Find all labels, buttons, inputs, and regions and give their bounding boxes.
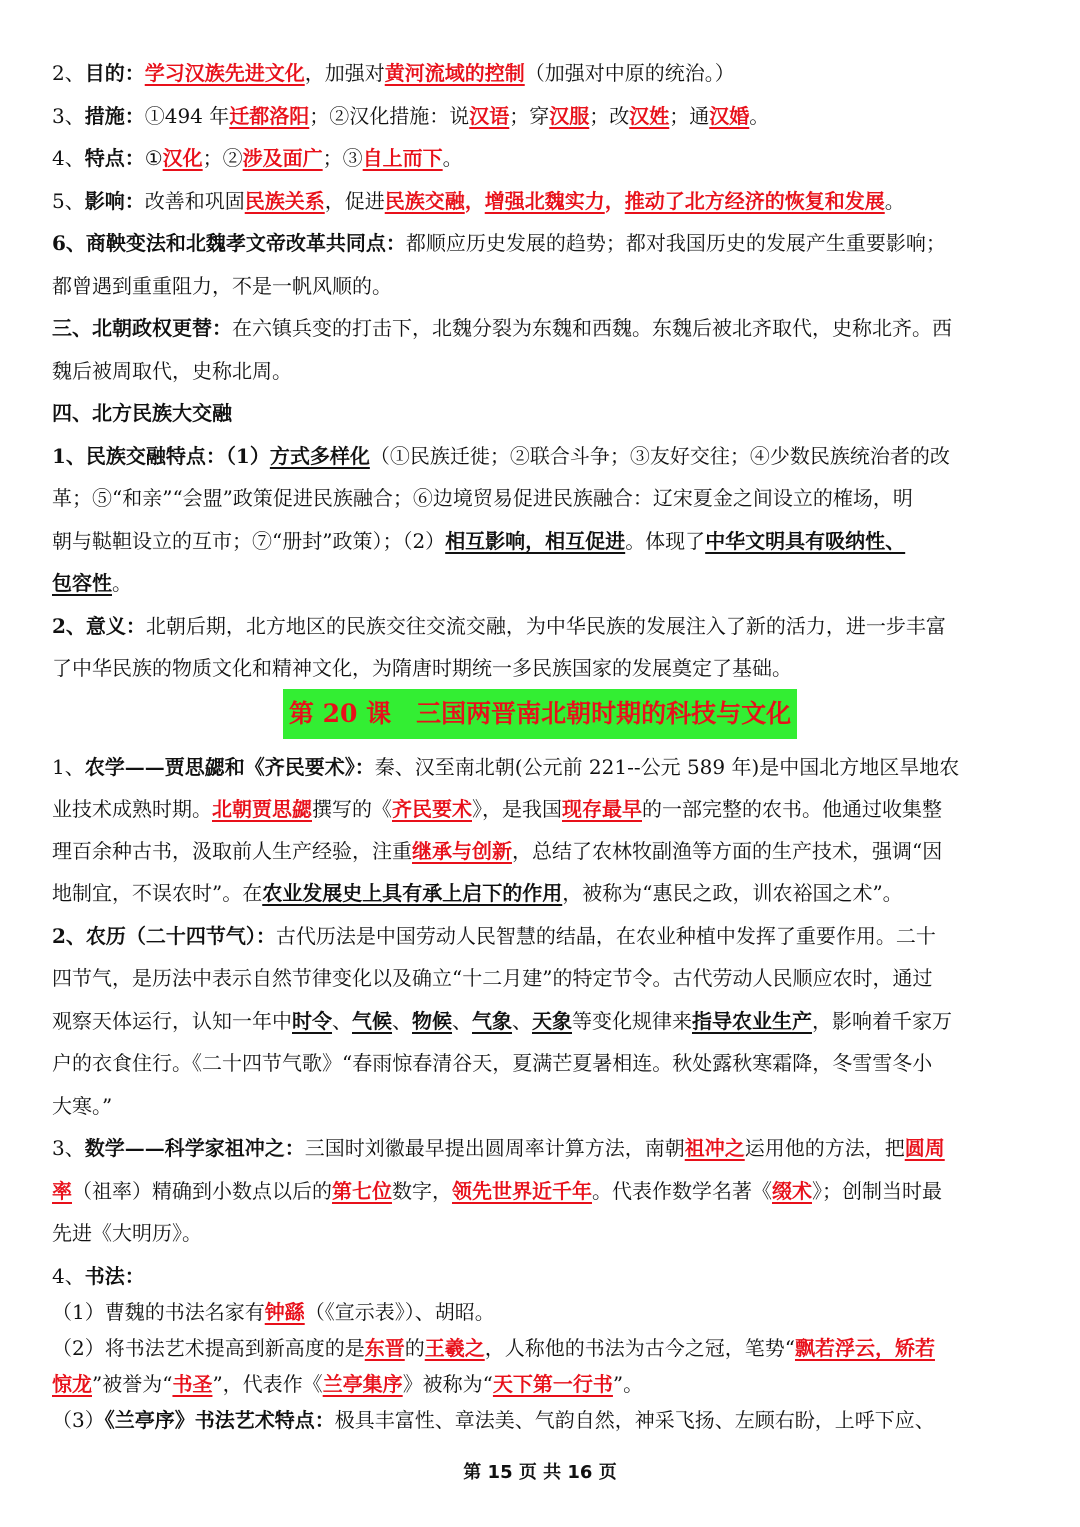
- line-calligraphy-2: （2）将书法艺术提高到新高度的是东晋的王羲之，人称他的书法为古今之冠，笔势“飘若浮云，矫若: [52, 1336, 935, 1360]
- line-mathematics-cont2: 先进《大明历》。: [52, 1221, 202, 1245]
- line-purpose: 2、目的：学习汉族先进文化，加强对黄河流域的控制（加强对中原的统治。）: [52, 61, 735, 85]
- line-northern-dynasties-cont: 魏后被周取代，史称北周。: [52, 359, 292, 383]
- line-significance-cont: 了中华民族的物质文化和精神文化，为隋唐时期统一多民族国家的发展奠定了基础。: [52, 656, 792, 680]
- line-fusion-features: 1、民族交融特点：（1）方式多样化（①民族迁徙；②联合斗争；③友好交往；④少数民族统治者的改: [52, 444, 950, 468]
- line-fusion-features-cont1: 革；⑤“和亲”“会盟”政策促进民族融合；⑥边境贸易促进民族融合：辽宋夏金之间设立的榷场，明: [52, 486, 913, 510]
- line-significance: 2、意义：北朝后期，北方地区的民族交往交流交融，为中华民族的发展注入了新的活力，进一步丰富: [52, 614, 946, 638]
- line-calendar-cont1: 四节气，是历法中表示自然节律变化以及确立“十二月建”的特定节令。古代劳动人民顺应农时，通过: [52, 966, 933, 990]
- lesson-title: 第 20 课 三国两晋南北朝时期的科技与文化: [283, 689, 797, 739]
- line-calligraphy-1: （1）曹魏的书法名家有钟繇（《宣示表》）、胡昭。: [52, 1300, 495, 1324]
- line-calendar-cont4: 大寒。”: [52, 1094, 113, 1118]
- line-calendar-cont2: 观察天体运行，认知一年中时令、气候、物候、气象、天象等变化规律来指导农业生产，影响着千家万: [52, 1009, 952, 1033]
- line-agriculture: 1、农学——贾思勰和《齐民要术》：秦、汉至南北朝(公元前 221--公元 589 年)是中国北方地区旱地农: [52, 755, 960, 779]
- line-common-points: 6、商鞅变法和北魏孝文帝改革共同点：都顺应历史发展的趋势；都对我国历史的发展产生重要影响；: [52, 231, 946, 255]
- section-heading-ethnic-fusion: 四、北方民族大交融: [52, 401, 232, 425]
- line-agriculture-cont1: 业技术成熟时期。北朝贾思勰撰写的《齐民要术》，是我国现存最早的一部完整的农书。他通过收集整: [52, 797, 942, 821]
- line-fusion-features-cont2: 朝与鞑靼设立的互市；⑦“册封”政策）；（2）相互影响，相互促进。体现了中华文明具有吸纳性、: [52, 529, 906, 553]
- line-fusion-features-cont3: 包容性。: [52, 571, 132, 595]
- line-agriculture-cont2: 理百余种古书，汲取前人生产经验，注重继承与创新，总结了农林牧副渔等方面的生产技术，强调“因: [52, 839, 943, 863]
- line-measures: 3、措施：①494 年迁都洛阳；②汉化措施：说汉语；穿汉服；改汉姓；通汉婚。: [52, 104, 770, 128]
- line-calligraphy-3: （3）《兰亭序》书法艺术特点：极具丰富性、章法美、气韵自然，神采飞扬、左顾右盼，上呼下应、: [52, 1408, 935, 1432]
- line-calligraphy-2-cont: 惊龙”被誉为“书圣”，代表作《兰亭集序》被称为“天下第一行书”。: [52, 1372, 644, 1396]
- line-calendar: 2、农历（二十四节气）：古代历法是中国劳动人民智慧的结晶，在农业种植中发挥了重要作用。二十: [52, 924, 936, 948]
- line-features: 4、特点：①汉化；②涉及面广；③自上而下。: [52, 146, 463, 170]
- line-impact: 5、影响：改善和巩固民族关系，促进民族交融，增强北魏实力，推动了北方经济的恢复和发展。: [52, 189, 905, 213]
- line-northern-dynasties: 三、北朝政权更替：在六镇兵变的打击下，北魏分裂为东魏和西魏。东魏后被北齐取代，史称北齐。西: [52, 316, 952, 340]
- line-mathematics: 3、数学——科学家祖冲之：三国时刘徽最早提出圆周率计算方法，南朝祖冲之运用他的方法，把圆周: [52, 1136, 945, 1160]
- line-mathematics-cont1: 率（祖率）精确到小数点以后的第七位数字，领先世界近千年。代表作数学名著《缀术》；创制当时最: [52, 1179, 942, 1203]
- lesson-title-bar: [0, 689, 1080, 739]
- line-agriculture-cont3: 地制宜，不误农时”。在农业发展史上具有承上启下的作用，被称为“惠民之政，训农裕国之术”。: [52, 881, 903, 905]
- line-common-points-cont: 都曾遇到重重阻力，不是一帆风顺的。: [52, 274, 392, 298]
- line-calligraphy-heading: 4、书法：: [52, 1264, 145, 1288]
- page-number-footer: 第 15 页 共 16 页: [463, 1462, 617, 1483]
- line-calendar-cont3: 户的衣食住行。《二十四节气歌》“春雨惊春清谷天，夏满芒夏暑相连。秋处露秋寒霜降，冬雪雪冬小: [52, 1051, 933, 1075]
